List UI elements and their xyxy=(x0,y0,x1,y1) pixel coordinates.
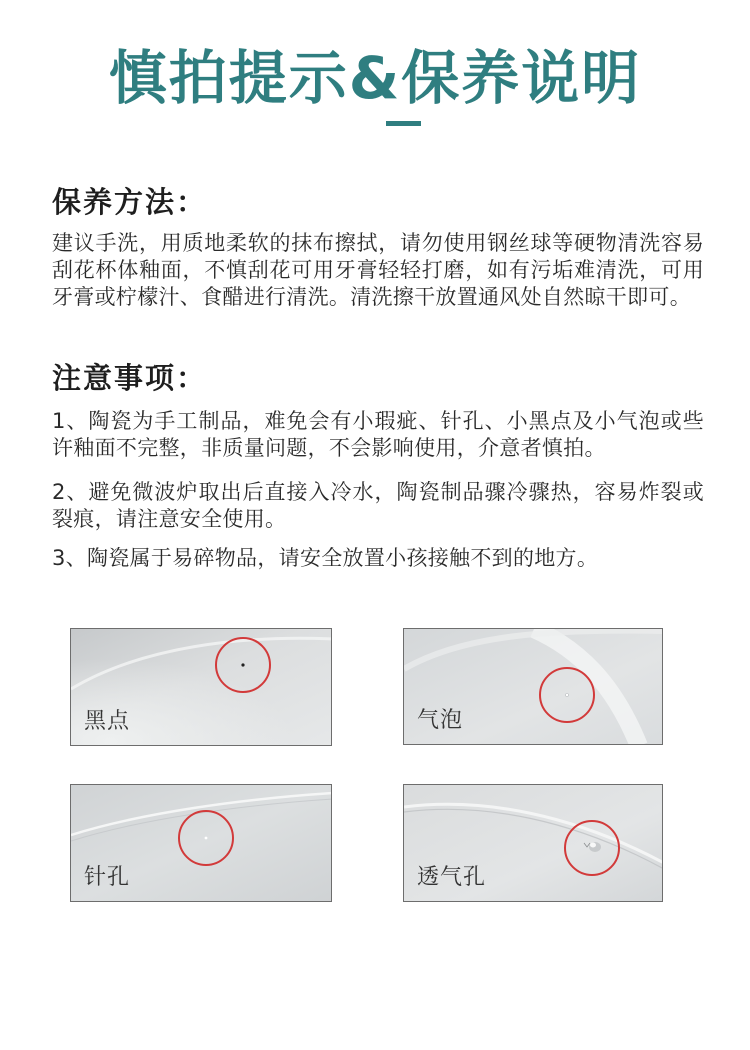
defect-label-vent-hole: 透气孔 xyxy=(417,865,487,890)
note-item-1: 1、陶瓷为手工制品，难免会有小瑕疵、针孔、小黑点及小气泡或些许釉面不完整，非质量问题，不会影响使用，介意者慎拍。 xyxy=(52,409,704,460)
black-dot-spot xyxy=(241,663,244,666)
defect-label-pinhole: 针孔 xyxy=(84,865,131,890)
defect-photo-bubble xyxy=(403,628,663,745)
defect-label-bubble: 气泡 xyxy=(417,708,464,733)
defect-photo-pinhole xyxy=(70,784,332,902)
care-heading: 保养方法： xyxy=(52,185,208,219)
bubble-spot xyxy=(566,694,569,697)
page-title: 慎拍提示&保养说明 xyxy=(108,44,642,112)
defect-label-black-dot: 黑点 xyxy=(84,709,131,734)
note-item-2: 2、避免微波炉取出后直接入冷水，陶瓷制品骤冷骤热，容易炸裂或裂痕，请注意安全使用。 xyxy=(52,480,704,531)
pinhole-spot xyxy=(205,837,208,840)
defect-photo-vent-hole xyxy=(403,784,663,902)
title-underline xyxy=(386,121,421,126)
notes-heading: 注意事项： xyxy=(52,361,208,395)
care-text: 建议手洗，用质地柔软的抹布擦拭，请勿使用钢丝球等硬物清洗容易刮花杯体釉面，不慎刮花可用牙膏轻轻打磨，如有污垢难清洗，可用牙膏或柠檬汁、食醋进行清洗。清洗擦干放置通风处自然晾干即可。 xyxy=(52,231,704,309)
note-item-3: 3、陶瓷属于易碎物品，请安全放置小孩接触不到的地方。 xyxy=(52,546,599,570)
defect-photo-black-dot xyxy=(70,628,332,746)
